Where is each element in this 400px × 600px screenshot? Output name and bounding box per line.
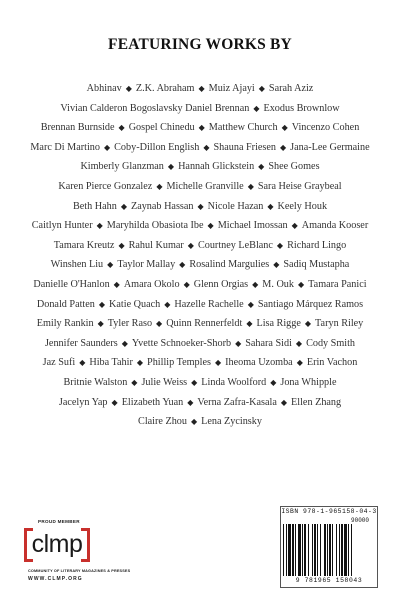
contributor-name: Vivian Calderon Bogoslavsky Daniel Brennan <box>60 102 250 114</box>
contributor-name: Claire Zhou <box>138 416 187 428</box>
diamond-separator-icon: ◆ <box>136 358 144 368</box>
name-row <box>6 393 394 413</box>
diamond-separator-icon: ◆ <box>187 397 194 407</box>
contributor-name: Shee Gomes <box>268 161 320 173</box>
contributor-name: Beth Hahn <box>72 200 117 212</box>
diamond-separator-icon: ◆ <box>118 123 125 133</box>
diamond-separator-icon: ◆ <box>190 417 198 427</box>
diamond-separator-icon: ◆ <box>167 162 175 172</box>
contributor-name: Taryn Riley <box>315 318 364 330</box>
contributor-name: Jacelyn Yap <box>58 396 108 408</box>
contributor-list <box>6 79 394 432</box>
contributor-name: Hannah Glickstein <box>178 161 255 173</box>
logo-url: WWW.CLMP.ORG <box>28 576 83 582</box>
diamond-separator-icon: ◆ <box>131 377 138 387</box>
diamond-separator-icon: ◆ <box>214 358 222 368</box>
name-row <box>6 295 394 315</box>
contributor-name: M. Ouk <box>262 278 294 290</box>
diamond-separator-icon: ◆ <box>179 260 186 270</box>
diamond-separator-icon: ◆ <box>98 299 106 309</box>
diamond-separator-icon: ◆ <box>156 319 163 329</box>
name-row <box>6 255 394 275</box>
diamond-separator-icon: ◆ <box>276 240 284 250</box>
diamond-separator-icon: ◆ <box>164 299 171 309</box>
name-row <box>6 334 394 354</box>
contributor-name: Jennifer Saunders <box>44 337 118 349</box>
clmp-logo[interactable] <box>24 528 90 566</box>
diamond-separator-icon: ◆ <box>295 338 303 348</box>
diamond-separator-icon: ◆ <box>79 358 86 368</box>
contributor-name: Z.K. Abraham <box>135 83 195 94</box>
name-row <box>6 157 394 177</box>
name-row <box>6 197 394 217</box>
contributor-name: Michael Imossan <box>217 220 288 232</box>
contributor-name: Rosalind Margulies <box>189 259 270 271</box>
contributor-name: Winshen Liu <box>50 259 104 271</box>
contributor-name: Julie Weiss <box>141 376 188 388</box>
contributor-name: Santiago Márquez Ramos <box>257 298 364 310</box>
contributor-name: Coby-Dillon English <box>114 141 200 153</box>
contributor-name: Amara Okolo <box>123 278 180 290</box>
contributor-name: Phillip Temples <box>147 357 211 369</box>
diamond-separator-icon: ◆ <box>203 142 210 152</box>
name-row <box>6 118 394 138</box>
contributor-name: Hazelle Rachelle <box>174 298 244 310</box>
name-row <box>6 373 394 393</box>
contributor-name: Britnie Walston <box>63 376 128 388</box>
contributor-name: Verna Zafra-Kasala <box>197 396 277 408</box>
contributor-name: Nicole Hazan <box>207 200 264 212</box>
contributor-name: Tamara Panici <box>308 278 367 290</box>
diamond-separator-icon: ◆ <box>103 142 111 152</box>
diamond-separator-icon: ◆ <box>97 319 104 329</box>
diamond-separator-icon: ◆ <box>296 358 303 368</box>
proud-member-label: PROUD MEMBER <box>38 519 80 524</box>
contributor-name: Iheoma Uzomba <box>225 357 293 369</box>
contributor-name: Sarah Aziz <box>268 83 314 94</box>
name-row <box>6 79 394 99</box>
barcode-icon <box>283 524 375 576</box>
contributor-name: Karen Pierce Gonzalez <box>58 180 153 192</box>
diamond-separator-icon: ◆ <box>258 162 265 172</box>
diamond-separator-icon: ◆ <box>107 260 114 270</box>
contributor-name: Hiba Tahir <box>89 357 133 369</box>
contributor-name: Ellen Zhang <box>291 396 342 408</box>
contributor-name: Amanda Kooser <box>301 220 369 232</box>
contributor-name: Yvette Schnoeker-Shorb <box>131 337 232 349</box>
contributor-name: Taylor Mallay <box>117 259 176 271</box>
contributor-name: Tyler Raso <box>107 318 153 330</box>
name-row <box>6 138 394 158</box>
contributor-name: Emily Rankin <box>36 318 94 330</box>
diamond-separator-icon: ◆ <box>118 240 125 250</box>
diamond-separator-icon: ◆ <box>258 84 265 93</box>
contributor-name: Abhinav <box>86 83 122 94</box>
contributor-name: Muiz Ajayi <box>208 83 255 94</box>
diamond-separator-icon: ◆ <box>253 103 260 113</box>
name-row <box>6 177 394 197</box>
diamond-separator-icon: ◆ <box>121 338 128 348</box>
name-row <box>6 236 394 256</box>
contributor-name: Erin Vachon <box>306 357 358 369</box>
diamond-separator-icon: ◆ <box>183 279 190 289</box>
contributor-name: Zaynab Hassan <box>130 200 194 212</box>
name-row <box>6 99 394 119</box>
contributor-name: Jana-Lee Germaine <box>290 141 370 153</box>
diamond-separator-icon: ◆ <box>113 279 120 289</box>
contributor-name: Donald Patten <box>36 298 95 310</box>
diamond-separator-icon: ◆ <box>252 279 259 289</box>
isbn-text: ISBN 978-1-965158-04-3 <box>281 508 377 515</box>
diamond-separator-icon: ◆ <box>156 181 163 191</box>
diamond-separator-icon: ◆ <box>298 279 305 289</box>
contributor-name: Sadiq Mustapha <box>283 259 350 271</box>
diamond-separator-icon: ◆ <box>125 84 132 93</box>
diamond-separator-icon: ◆ <box>120 201 127 211</box>
contributor-name: Lena Zycinsky <box>201 416 262 428</box>
barcode-digits: 9 781965 158043 <box>295 577 363 584</box>
logo-right-bracket-icon <box>81 528 90 562</box>
contributor-name: Katie Quach <box>109 298 161 310</box>
contributor-name: Rahul Kumar <box>128 239 184 251</box>
contributor-name: Elizabeth Yuan <box>121 396 184 408</box>
diamond-separator-icon: ◆ <box>197 201 204 211</box>
contributor-name: Courtney LeBlanc <box>197 239 273 251</box>
diamond-separator-icon: ◆ <box>280 142 287 152</box>
name-row <box>6 314 394 334</box>
contributor-name: Gospel Chinedu <box>128 122 195 134</box>
name-row <box>6 275 394 295</box>
diamond-separator-icon: ◆ <box>247 181 254 191</box>
name-row <box>6 412 394 432</box>
contributor-name: Michelle Granville <box>166 180 244 192</box>
contributor-name: Glenn Orgias <box>193 278 249 290</box>
diamond-separator-icon: ◆ <box>273 260 280 270</box>
contributor-name: Vincenzo Cohen <box>291 122 360 134</box>
diamond-separator-icon: ◆ <box>187 240 194 250</box>
contributor-name: Brennan Burnside <box>40 122 115 134</box>
diamond-separator-icon: ◆ <box>304 319 312 329</box>
contributor-name: Linda Woolford <box>201 376 267 388</box>
contributor-name: Quinn Rennerfeldt <box>166 318 243 330</box>
contributor-name: Jona Whipple <box>280 376 337 388</box>
contributor-name: Richard Lingo <box>287 239 347 251</box>
contributor-name: Kimberly Glanzman <box>80 161 164 173</box>
contributor-name: Keely Houk <box>277 200 328 212</box>
diamond-separator-icon: ◆ <box>191 377 198 387</box>
diamond-separator-icon: ◆ <box>291 221 298 231</box>
diamond-separator-icon: ◆ <box>247 299 254 309</box>
contributor-name: Sara Heise Graybeal <box>257 180 342 192</box>
diamond-separator-icon: ◆ <box>207 221 214 231</box>
diamond-separator-icon: ◆ <box>235 338 242 348</box>
contributor-name: Shauna Friesen <box>213 141 276 153</box>
diamond-separator-icon: ◆ <box>280 397 288 407</box>
diamond-separator-icon: ◆ <box>96 221 103 231</box>
contributor-name: Lisa Rigge <box>256 318 301 330</box>
contributor-name: Jaz Sufi <box>42 357 76 369</box>
contributor-name: Danielle O'Hanlon <box>33 278 110 290</box>
contributor-name: Exodus Brownlow <box>263 102 340 114</box>
contributor-name: Maryhilda Obasiota Ibe <box>106 220 204 232</box>
price-code: 90000 <box>351 517 370 524</box>
diamond-separator-icon: ◆ <box>111 397 118 407</box>
contributor-name: Caitlyn Hunter <box>31 220 93 232</box>
page-title: FEATURING WORKS BY <box>108 36 292 53</box>
contributor-name: Sahara Sidi <box>245 337 292 349</box>
logo-tagline: COMMUNITY OF LITERARY MAGAZINES & PRESSES <box>28 569 131 573</box>
diamond-separator-icon: ◆ <box>246 319 253 329</box>
name-row <box>6 216 394 236</box>
diamond-separator-icon: ◆ <box>198 84 205 93</box>
logo-wordmark: clmp <box>31 530 83 558</box>
contributor-name: Matthew Church <box>208 122 278 134</box>
diamond-separator-icon: ◆ <box>281 123 288 133</box>
diamond-separator-icon: ◆ <box>267 201 274 211</box>
contributor-name: Marc Di Martino <box>30 141 100 153</box>
diamond-separator-icon: ◆ <box>198 123 205 133</box>
contributor-name: Cody Smith <box>306 337 356 349</box>
diamond-separator-icon: ◆ <box>270 377 277 387</box>
contributor-name: Tamara Kreutz <box>53 239 115 251</box>
name-row <box>6 353 394 373</box>
